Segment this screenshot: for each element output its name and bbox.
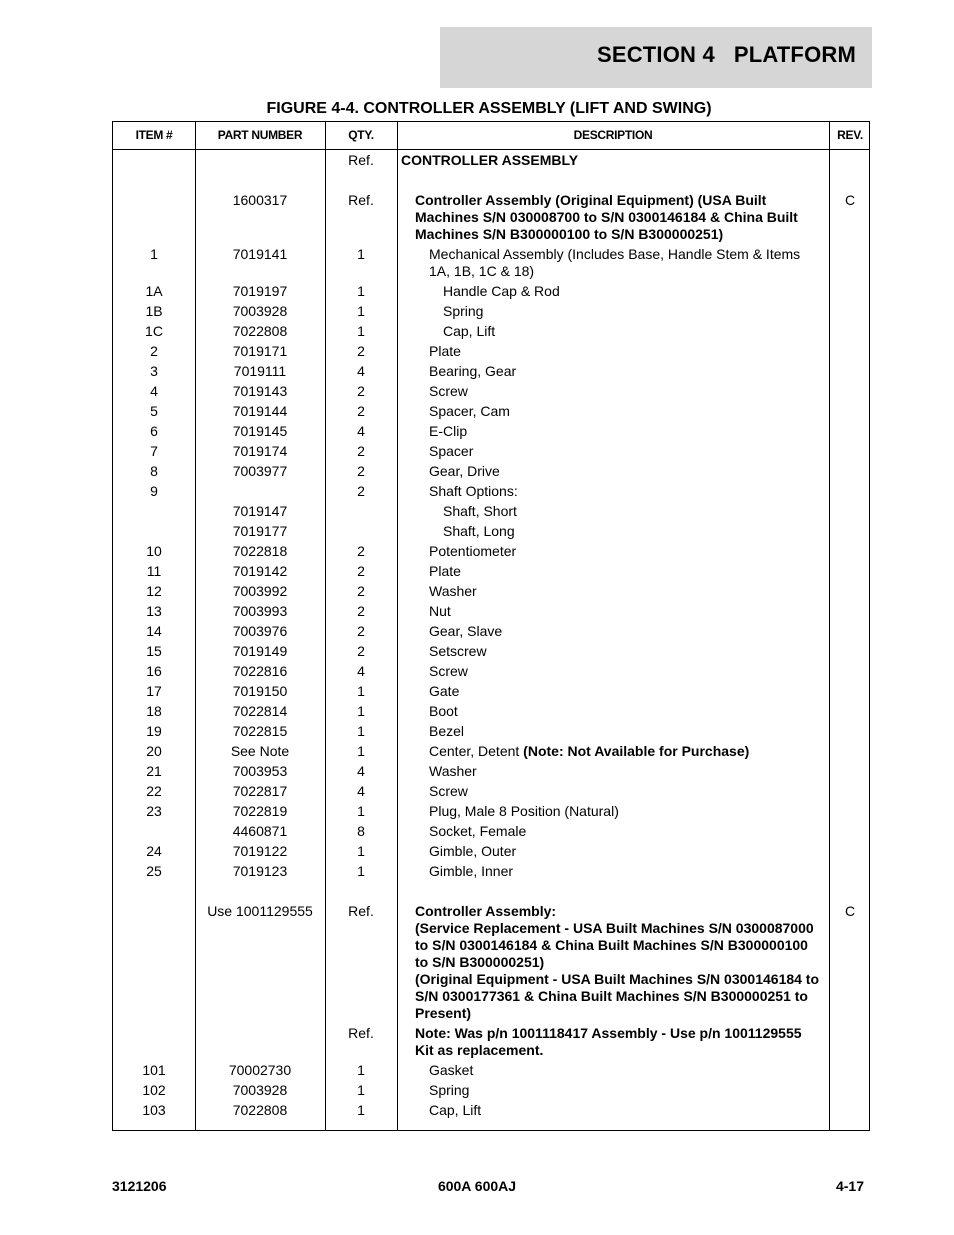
item-number-cell: 1C: [145, 323, 163, 339]
description-text: Center, Detent: [429, 743, 524, 759]
table-row: [113, 660, 869, 680]
description-cell: [397, 1062, 829, 1079]
table-row: [113, 640, 869, 660]
quantity-cell: 2: [357, 463, 365, 479]
description-cell: [397, 623, 829, 640]
part-number-cell: 7022808: [232, 323, 288, 339]
revision-cell: [829, 823, 871, 840]
revision-cell: [829, 803, 871, 820]
table-row: [113, 380, 869, 400]
revision-cell: [829, 743, 871, 760]
table-row: [113, 740, 869, 760]
item-number-cell: 11: [146, 563, 162, 579]
item-number-cell: 10: [146, 543, 162, 559]
description-cell: [397, 683, 829, 700]
item-number-cell: 3: [150, 363, 158, 379]
revision-cell: [829, 246, 871, 280]
row-spacer: [113, 169, 869, 189]
item-number-cell: 24: [146, 843, 162, 859]
revision-cell: [829, 623, 871, 640]
revision-cell: [829, 583, 871, 600]
table-row: [113, 360, 869, 380]
item-number-cell: [113, 503, 195, 520]
description-text: Gate: [429, 683, 460, 699]
description-text: Mechanical Assembly (Includes Base, Handle Stem & Items 1A, 1B, 1C & 18): [429, 246, 805, 279]
description-text: Bearing, Gear: [429, 363, 517, 379]
description-cell: [397, 403, 829, 420]
description-cell: [397, 1025, 829, 1059]
quantity-cell: Ref.: [348, 1025, 374, 1041]
description-text: Gimble, Outer: [429, 843, 517, 859]
quantity-cell: 1: [357, 1102, 365, 1118]
part-number-cell: 7003928: [232, 1082, 288, 1098]
revision-cell: [829, 723, 871, 740]
table-row: [113, 1059, 869, 1079]
figure-title: FIGURE 4-4. CONTROLLER ASSEMBLY (LIFT AND SWING): [266, 100, 712, 117]
part-number-cell: 4460871: [232, 823, 288, 839]
part-number-cell: 70002730: [228, 1062, 292, 1078]
quantity-cell: 1: [357, 843, 365, 859]
item-number-cell: 103: [142, 1102, 166, 1118]
description-cell: [397, 483, 829, 500]
table-row: [113, 800, 869, 820]
description-cell: [397, 463, 829, 480]
description-cell: [397, 443, 829, 460]
part-number-cell: [195, 152, 325, 169]
description-cell: [397, 643, 829, 660]
revision-cell: [829, 863, 871, 880]
item-number-cell: 13: [146, 603, 162, 619]
revision-cell: [829, 343, 871, 360]
description-text: Shaft, Long: [443, 523, 515, 539]
revision-cell: [829, 523, 871, 540]
quantity-cell: 1: [357, 683, 365, 699]
item-number-cell: [113, 903, 195, 1022]
part-number-cell: 7019147: [232, 503, 288, 519]
revision-cell: [829, 763, 871, 780]
column-header-qty: QTY.: [348, 128, 374, 142]
revision-cell: [829, 643, 871, 660]
description-text: Cap, Lift: [429, 1102, 482, 1118]
description-cell: [397, 343, 829, 360]
quantity-cell: 2: [357, 483, 365, 499]
description-text: Washer: [429, 763, 477, 779]
part-number-cell: 7019141: [232, 246, 288, 262]
table-row: [113, 600, 869, 620]
item-number-cell: [113, 1025, 195, 1059]
description-cell: [397, 703, 829, 720]
table-row: [113, 440, 869, 460]
part-number-cell: 7019123: [232, 863, 288, 879]
part-number-cell: 7022816: [232, 663, 288, 679]
revision-cell: [829, 603, 871, 620]
table-row: [113, 1022, 869, 1059]
description-cell: [397, 1082, 829, 1099]
quantity-cell: 1: [357, 1062, 365, 1078]
table-row: [113, 560, 869, 580]
table-row: [113, 680, 869, 700]
footer-page-number: 4-17: [835, 1178, 864, 1194]
footer-doc-number: 3121206: [112, 1178, 167, 1194]
description-text: Bezel: [429, 723, 465, 739]
quantity-cell: 2: [357, 643, 365, 659]
part-number-cell: 7019150: [232, 683, 288, 699]
table-row: [113, 340, 869, 360]
description-text: Controller Assembly: (Service Replacement - USA Built Machines S/N 0300087000 to S/N 0300146184 & China Built Machines S/N B300000100 to S/N B300000251) (Original Equipment - USA Built Machines S/N 0300146184 to S/N 0300177361 & China Built Machines S/N B300000251 to Present): [415, 903, 820, 1021]
revision-cell: [829, 1062, 871, 1079]
description-cell: [397, 363, 829, 380]
column-header-rev: REV.: [837, 128, 863, 142]
description-text: CONTROLLER ASSEMBLY: [401, 152, 579, 168]
footer-model: 600A 600AJ: [437, 1178, 517, 1194]
description-cell: [397, 603, 829, 620]
item-number-cell: 1A: [145, 283, 163, 299]
part-number-cell: 7003976: [232, 623, 288, 639]
section-title: SECTION 4 PLATFORM: [596, 42, 856, 67]
description-text: Spring: [443, 303, 484, 319]
item-number-cell: 16: [146, 663, 162, 679]
quantity-cell: 1: [357, 703, 365, 719]
description-cell: [397, 823, 829, 840]
revision-cell: [829, 152, 871, 169]
table-row: [113, 400, 869, 420]
quantity-cell: Ref.: [348, 192, 374, 208]
description-cell: [397, 283, 829, 300]
description-text: E-Clip: [429, 423, 468, 439]
description-text: Shaft, Short: [443, 503, 517, 519]
table-row: [113, 520, 869, 540]
part-number-cell: 1600317: [232, 192, 288, 208]
description-cell: [397, 583, 829, 600]
quantity-cell: Ref.: [348, 152, 374, 168]
item-number-cell: 22: [146, 783, 162, 799]
part-number-cell: 7019197: [232, 283, 288, 299]
part-number-cell: 7019111: [233, 363, 287, 379]
description-text: Screw: [429, 783, 468, 799]
description-text: Plug, Male 8 Position (Natural): [429, 803, 619, 819]
quantity-cell: [325, 523, 397, 540]
item-number-cell: 20: [146, 743, 162, 759]
table-row: [113, 189, 869, 243]
item-number-cell: [113, 823, 195, 840]
part-number-cell: 7019177: [232, 523, 288, 539]
table-row: [113, 1099, 869, 1119]
table-row: [113, 860, 869, 880]
column-header-item: ITEM #: [135, 128, 173, 142]
table-row: [113, 620, 869, 640]
description-text: Shaft Options:: [429, 483, 518, 499]
table-body: [113, 149, 869, 1119]
part-number-cell: 7003953: [232, 763, 288, 779]
quantity-cell: 2: [357, 563, 365, 579]
description-text: Gasket: [429, 1062, 474, 1078]
description-text: Gimble, Inner: [429, 863, 514, 879]
part-number-cell: 7019145: [232, 423, 288, 439]
quantity-cell: Ref.: [348, 903, 374, 919]
item-number-cell: 2: [150, 343, 158, 359]
description-cell: [397, 843, 829, 860]
revision-cell: [829, 563, 871, 580]
revision-cell: [829, 303, 871, 320]
quantity-cell: 2: [357, 383, 365, 399]
row-spacer: [113, 880, 869, 900]
description-cell: [397, 383, 829, 400]
quantity-cell: 1: [357, 743, 365, 759]
item-number-cell: 9: [150, 483, 158, 499]
revision-cell: [829, 503, 871, 520]
description-cell: [397, 783, 829, 800]
table-row: [113, 460, 869, 480]
table-row: [113, 300, 869, 320]
table-row: [113, 280, 869, 300]
quantity-cell: 1: [357, 863, 365, 879]
part-number-cell: 7003993: [232, 603, 288, 619]
item-number-cell: 7: [150, 443, 158, 459]
description-text: Cap, Lift: [443, 323, 496, 339]
part-number-cell: 7022819: [232, 803, 288, 819]
quantity-cell: 1: [357, 723, 365, 739]
part-number-cell: 7022808: [232, 1102, 288, 1118]
description-cell: [397, 152, 829, 169]
part-number-cell: 7019143: [232, 383, 288, 399]
item-number-cell: [113, 152, 195, 169]
part-number-cell: 7019142: [232, 563, 288, 579]
table-row: [113, 760, 869, 780]
quantity-cell: 2: [357, 343, 365, 359]
description-cell: [397, 323, 829, 340]
revision-cell: [829, 483, 871, 500]
item-number-cell: 101: [142, 1062, 166, 1078]
revision-cell: [829, 443, 871, 460]
table-row: [113, 700, 869, 720]
description-text: Gear, Slave: [429, 623, 503, 639]
description-text: Washer: [429, 583, 477, 599]
part-number-cell: 7022815: [232, 723, 288, 739]
item-number-cell: 19: [146, 723, 162, 739]
item-number-cell: 17: [146, 683, 162, 699]
description-text: Spacer, Cam: [429, 403, 510, 419]
description-text: Note: Was p/n 1001118417 Assembly - Use p/n 1001129555 Kit as replacement.: [415, 1025, 806, 1058]
description-text: Setscrew: [429, 643, 487, 659]
revision-cell: [829, 683, 871, 700]
part-number-cell: 7019122: [232, 843, 288, 859]
quantity-cell: 1: [357, 303, 365, 319]
description-text: Spacer: [429, 443, 474, 459]
table-row: [113, 580, 869, 600]
item-number-cell: 8: [150, 463, 158, 479]
description-text: Gear, Drive: [429, 463, 500, 479]
table-row: [113, 320, 869, 340]
quantity-cell: 8: [357, 823, 365, 839]
description-cell: [397, 543, 829, 560]
section-header-band: [440, 27, 872, 88]
description-cell: [397, 563, 829, 580]
part-number-cell: 7019149: [232, 643, 288, 659]
table-row: [113, 480, 869, 500]
revision-cell: C: [844, 192, 856, 208]
description-cell: [397, 863, 829, 880]
quantity-cell: 2: [357, 443, 365, 459]
revision-cell: [829, 323, 871, 340]
description-cell: [397, 903, 829, 1022]
part-number-cell: 7019174: [232, 443, 288, 459]
item-number-cell: 18: [146, 703, 162, 719]
item-number-cell: 4: [150, 383, 158, 399]
part-number-cell: 7022818: [232, 543, 288, 559]
quantity-cell: 1: [357, 246, 365, 262]
revision-cell: [829, 363, 871, 380]
quantity-cell: 2: [357, 403, 365, 419]
item-number-cell: 5: [150, 403, 158, 419]
item-number-cell: 21: [146, 763, 162, 779]
description-note: (Note: Not Available for Purchase): [523, 743, 750, 759]
quantity-cell: 4: [357, 363, 365, 379]
description-text: Screw: [429, 663, 468, 679]
revision-cell: [829, 783, 871, 800]
revision-cell: [829, 403, 871, 420]
description-cell: [397, 1102, 829, 1119]
item-number-cell: 23: [146, 803, 162, 819]
description-text: Nut: [429, 603, 451, 619]
revision-cell: [829, 463, 871, 480]
column-header-part-number: PART NUMBER: [217, 128, 303, 142]
description-cell: [397, 246, 829, 280]
description-text: Spring: [429, 1082, 470, 1098]
item-number-cell: 1B: [145, 303, 163, 319]
description-cell: [397, 803, 829, 820]
quantity-cell: [325, 503, 397, 520]
item-number-cell: 14: [146, 623, 162, 639]
revision-cell: [829, 843, 871, 860]
quantity-cell: 2: [357, 583, 365, 599]
table-row: [113, 900, 869, 1022]
description-text: Handle Cap & Rod: [443, 283, 560, 299]
description-text: Screw: [429, 383, 468, 399]
parts-table: [112, 121, 870, 1131]
revision-cell: [829, 423, 871, 440]
quantity-cell: 1: [357, 323, 365, 339]
part-number-cell: [195, 483, 325, 500]
revision-cell: [829, 1102, 871, 1119]
item-number-cell: 6: [150, 423, 158, 439]
part-number-cell: 7003992: [232, 583, 288, 599]
table-row: [113, 1079, 869, 1099]
revision-cell: [829, 383, 871, 400]
table-row: [113, 820, 869, 840]
quantity-cell: 1: [357, 803, 365, 819]
column-header-description: DESCRIPTION: [573, 128, 653, 142]
description-cell: [397, 192, 829, 243]
table-row: [113, 243, 869, 280]
revision-cell: [829, 543, 871, 560]
quantity-cell: 4: [357, 423, 365, 439]
description-cell: [397, 743, 829, 760]
quantity-cell: 4: [357, 763, 365, 779]
revision-cell: C: [844, 903, 856, 919]
description-cell: [397, 503, 829, 520]
description-cell: [397, 723, 829, 740]
item-number-cell: 1: [150, 246, 158, 262]
description-text: Socket, Female: [429, 823, 527, 839]
revision-cell: [829, 1082, 871, 1099]
item-number-cell: 102: [142, 1082, 166, 1098]
revision-cell: [829, 283, 871, 300]
table-row: [113, 780, 869, 800]
table-row: [113, 420, 869, 440]
table-row: [113, 840, 869, 860]
item-number-cell: [113, 523, 195, 540]
part-number-cell: 7003928: [232, 303, 288, 319]
part-number-cell: Use 1001129555: [207, 903, 313, 919]
description-cell: [397, 303, 829, 320]
table-row: [113, 500, 869, 520]
quantity-cell: 2: [357, 543, 365, 559]
part-number-cell: 7019144: [232, 403, 288, 419]
quantity-cell: 1: [357, 1082, 365, 1098]
description-text: Plate: [429, 563, 461, 579]
description-text: Potentiometer: [429, 543, 517, 559]
description-text: Boot: [429, 703, 458, 719]
revision-cell: [829, 663, 871, 680]
quantity-cell: 4: [357, 663, 365, 679]
description-text: Controller Assembly (Original Equipment) (USA Built Machines S/N 030008700 to S/N 0300146184 & China Built Machines S/N B300000100 to S/N B300000251): [415, 192, 802, 242]
part-number-cell: 7022817: [232, 783, 288, 799]
quantity-cell: 4: [357, 783, 365, 799]
part-number-cell: 7022814: [232, 703, 288, 719]
revision-cell: [829, 703, 871, 720]
part-number-cell: 7003977: [232, 463, 288, 479]
description-cell: [397, 423, 829, 440]
description-cell: [397, 763, 829, 780]
description-cell: [397, 523, 829, 540]
revision-cell: [829, 1025, 871, 1059]
item-number-cell: 15: [146, 643, 162, 659]
quantity-cell: 1: [357, 283, 365, 299]
part-number-cell: 7019171: [232, 343, 288, 359]
item-number-cell: 12: [146, 583, 162, 599]
part-number-cell: [195, 1025, 325, 1059]
quantity-cell: 2: [357, 623, 365, 639]
description-cell: [397, 663, 829, 680]
table-row: [113, 149, 869, 169]
table-row: [113, 720, 869, 740]
table-row: [113, 540, 869, 560]
item-number-cell: 25: [146, 863, 162, 879]
part-number-cell: See Note: [230, 743, 290, 759]
description-text: Plate: [429, 343, 461, 359]
quantity-cell: 2: [357, 603, 365, 619]
item-number-cell: [113, 192, 195, 243]
